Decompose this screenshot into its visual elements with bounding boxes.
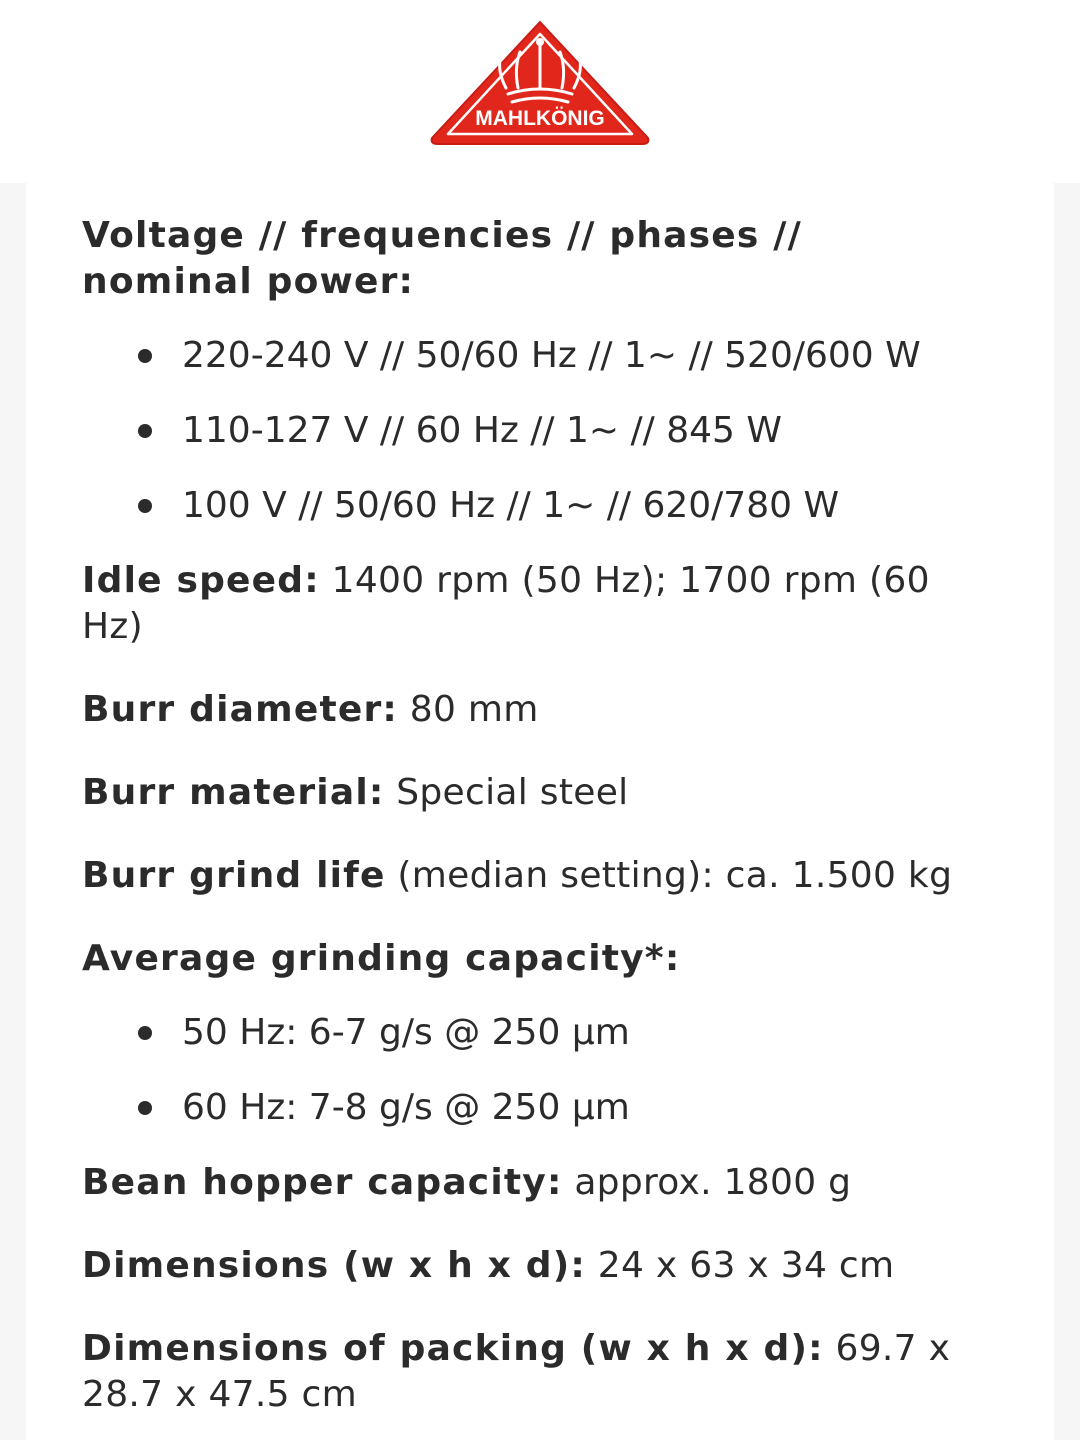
spec-idle-speed (82, 558, 982, 650)
list-item: 110-127 V // 60 Hz // 1~ // 845 W (82, 408, 982, 454)
bullet-icon (138, 349, 152, 363)
spec-grinding-capacity (82, 936, 982, 982)
svg-text:MAHLKÖNIG: MAHLKÖNIG (475, 107, 605, 130)
spec-burr-diameter (82, 687, 982, 733)
spec-burr-grind-life (82, 853, 982, 899)
bullet-icon (138, 424, 152, 438)
list-item: 100 V // 50/60 Hz // 1~ // 620/780 W (82, 483, 982, 529)
bullet-icon (138, 499, 152, 513)
spec-label: Burr grind life (82, 855, 386, 896)
spec-packing-dimensions (82, 1326, 982, 1418)
list-item: 60 Hz: 7-8 g/s @ 250 µm (82, 1085, 982, 1131)
spec-dimensions (82, 1243, 982, 1289)
spec-value: 69.7 x 28.7 x 47.5 cm (82, 1328, 951, 1415)
list-item: 50 Hz: 6-7 g/s @ 250 µm (82, 1010, 982, 1056)
capacity-list (82, 1010, 982, 1131)
bullet-icon (138, 1026, 152, 1040)
spec-value: 24 x 63 x 34 cm (597, 1245, 895, 1286)
spec-label: Bean hopper capacity: (82, 1162, 563, 1203)
spec-label: Dimensions of packing (w x h x d): (82, 1328, 824, 1369)
spec-burr-material (82, 770, 982, 816)
spec-label: Idle speed: (82, 560, 320, 601)
spec-label: Burr material: (82, 772, 385, 813)
spec-label: Burr diameter: (82, 689, 399, 730)
spec-label: Dimensions (w x h x d): (82, 1245, 587, 1286)
spec-label: Voltage // frequencies // phases // nominal power: (82, 215, 802, 302)
header (0, 0, 1080, 183)
spec-value: 1400 rpm (50 Hz); 1700 rpm (60 Hz) (82, 560, 930, 647)
bullet-icon (138, 1101, 152, 1115)
spec-list (82, 213, 982, 1418)
mahlkonig-logo (428, 18, 652, 148)
spec-value: (median setting): ca. 1.500 kg (397, 855, 953, 896)
spec-label: Average grinding capacity*: (82, 938, 681, 979)
spec-value: 80 mm (409, 689, 539, 730)
spec-voltage (82, 213, 982, 305)
list-item: 220-240 V // 50/60 Hz // 1~ // 520/600 W (82, 333, 982, 379)
voltage-list (82, 333, 982, 529)
spec-value: approx. 1800 g (574, 1162, 852, 1203)
spec-bean-hopper (82, 1160, 982, 1206)
spec-value: Special steel (396, 772, 629, 813)
